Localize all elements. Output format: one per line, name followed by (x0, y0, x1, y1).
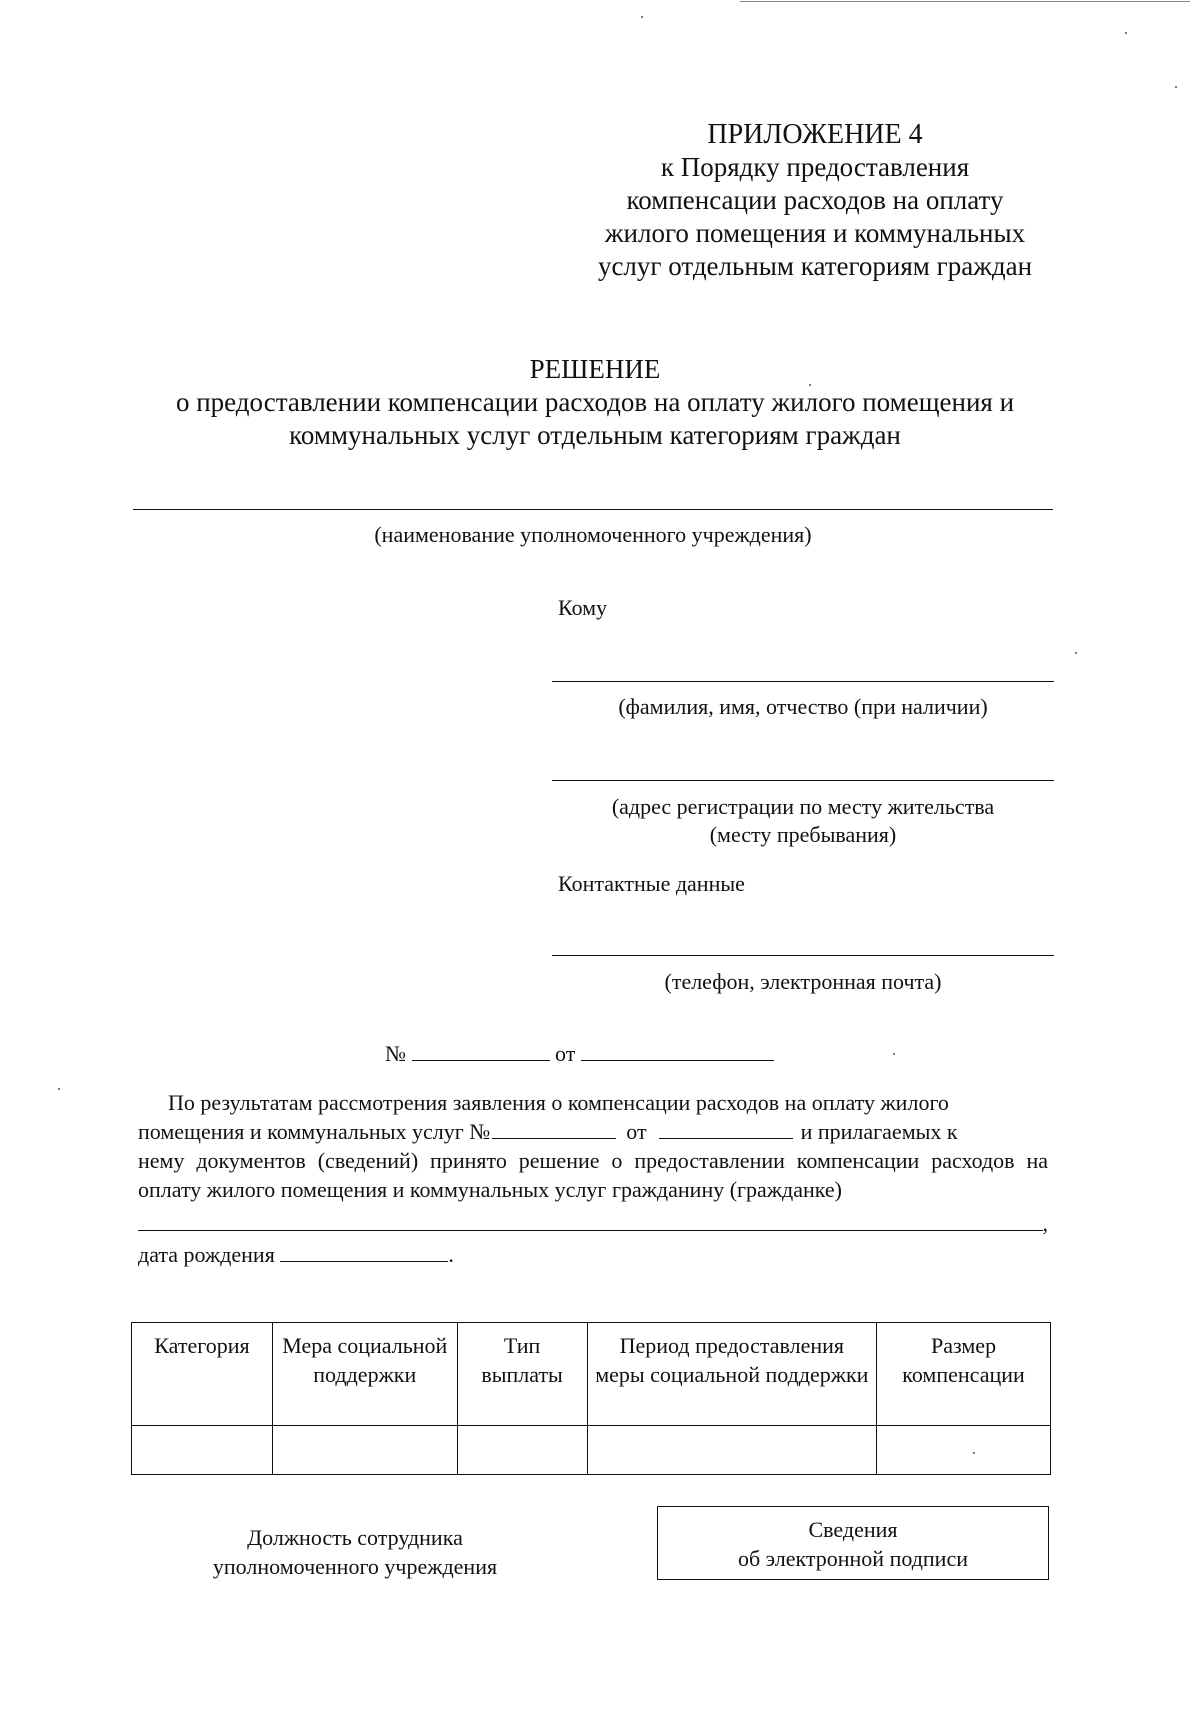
employee-position (170, 1523, 540, 1581)
table-cell (457, 1426, 587, 1475)
appendix-line: услуг отдельным категориям граждан (597, 251, 1033, 281)
scan-speck (641, 16, 643, 18)
to-label: Кому (558, 595, 608, 620)
scan-speck (809, 384, 811, 386)
decision-title: РЕШЕНИЕ (529, 354, 661, 384)
scan-speck (1075, 652, 1077, 654)
position-line: уполномоченного учреждения (212, 1554, 498, 1579)
scan-speck (893, 1053, 895, 1055)
address-caption-line: (адрес регистрации по месту жительства (611, 794, 995, 819)
institution-caption: (наименование уполномоченного учреждения) (374, 522, 812, 547)
birth-date-blank (280, 1241, 448, 1262)
number-blank (412, 1040, 550, 1061)
compensation-table (131, 1322, 1051, 1475)
header-period: Период предоставления меры социальной поддержки (587, 1323, 877, 1426)
appendix-header (560, 118, 1070, 283)
from-label: от (555, 1041, 576, 1066)
birth-date-end: . (448, 1242, 454, 1267)
contacts-line (552, 955, 1054, 956)
body-line2-start: помещения и коммунальных услуг № (138, 1119, 491, 1144)
electronic-signature-box (657, 1506, 1049, 1580)
body-line2-end: и прилагаемых к (800, 1119, 958, 1144)
appendix-title: ПРИЛОЖЕНИЕ 4 (707, 119, 923, 150)
body-line1: По результатам рассмотрения заявления о компенсации расходов на оплату жилого (168, 1090, 949, 1115)
number-label: № (385, 1041, 406, 1066)
decision-number-line (385, 1040, 774, 1068)
birth-date-row (138, 1240, 1048, 1269)
contacts-label: Контактные данные (558, 871, 745, 896)
decision-subtitle-line: коммунальных услуг отдельным категориям граждан (289, 420, 901, 450)
header-category: Категория (132, 1323, 273, 1426)
decision-subtitle-line: о предоставлении компенсации расходов на оплату жилого помещения и (175, 387, 1015, 417)
appendix-line: к Порядку предоставления (660, 152, 970, 182)
table-cell (132, 1426, 273, 1475)
scan-speck (1125, 32, 1127, 34)
appendix-line: жилого помещения и коммунальных (604, 218, 1026, 248)
table-header-row (132, 1323, 1051, 1426)
recipient-address-caption (552, 793, 1054, 849)
address-caption-line: (месту пребывания) (709, 822, 897, 847)
body-rest: нему документов (сведений) принято решение о предоставлении компенсации расходов на оплату жилого помещения и коммунальных услуг гражданину (гражданке) (138, 1148, 1048, 1202)
citizen-name-comma: , (1042, 1211, 1048, 1236)
signature-line: об электронной подписи (737, 1546, 968, 1571)
recipient-name-line (552, 681, 1054, 682)
body-line2 (138, 1117, 1048, 1146)
date-blank (581, 1040, 774, 1061)
application-date-blank (659, 1118, 793, 1139)
birth-date-label: дата рождения (138, 1242, 275, 1267)
institution-name-line (133, 509, 1053, 510)
recipient-address-line (552, 780, 1054, 781)
citizen-name-row (138, 1206, 1048, 1238)
recipient-name-caption: (фамилия, имя, отчество (при наличии) (618, 694, 988, 719)
table-cell (587, 1426, 877, 1475)
appendix-line: компенсации расходов на оплату (626, 185, 1004, 215)
scan-speck (58, 1088, 60, 1090)
citizen-name-blank (138, 1206, 1043, 1231)
signature-line: Сведения (808, 1517, 898, 1542)
header-payment-type: Тип выплаты (457, 1323, 587, 1426)
header-amount: Размер компенсации (877, 1323, 1051, 1426)
scan-speck (1175, 86, 1177, 88)
scan-edge-line (740, 1, 1190, 2)
table-cell (877, 1426, 1051, 1475)
decision-body (138, 1088, 1048, 1269)
application-number-blank (492, 1118, 616, 1139)
header-support-measure: Мера социальной поддержки (272, 1323, 457, 1426)
decision-heading (120, 353, 1070, 452)
contacts-caption: (телефон, электронная почта) (664, 969, 942, 994)
scan-speck (973, 1452, 975, 1454)
table-row (132, 1426, 1051, 1475)
body-line2-from: от (626, 1119, 647, 1144)
table-cell (272, 1426, 457, 1475)
position-line: Должность сотрудника (247, 1525, 463, 1550)
